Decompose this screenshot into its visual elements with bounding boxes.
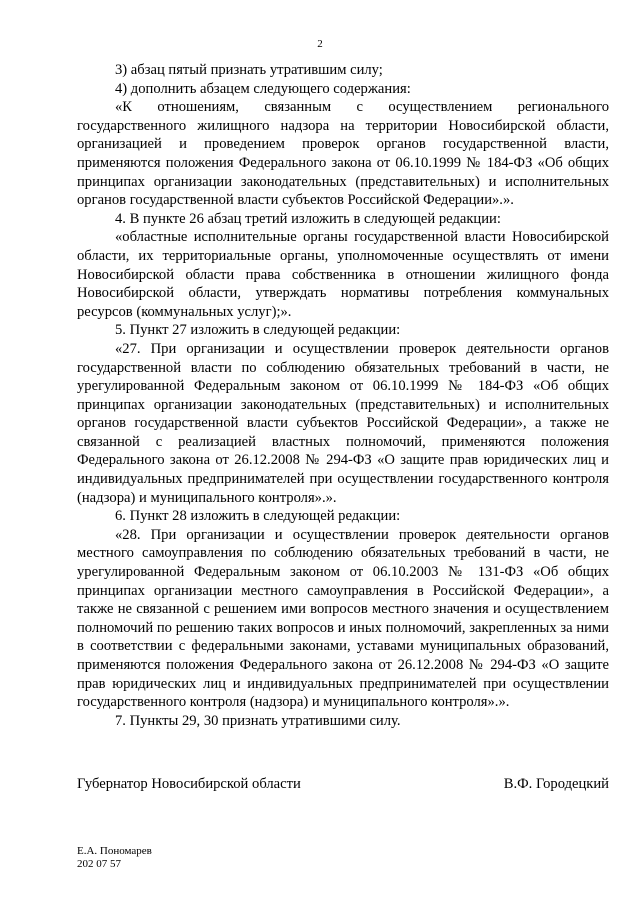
- paragraph-5: «областные исполнительные органы государственной власти Новосибирской области, их территориальные органы, уполномоченные осуществлять от имени Новосибирской области права собственника в отношении жилищного фонда Новосибирской области, утверждать нормативы потребления коммунальных ресурсов (коммунальных услуг);».: [77, 229, 609, 320]
- signatory-name: В.Ф. Городецкий: [503, 776, 609, 792]
- paragraph-1: 3) абзац пятый признать утратившим силу;: [115, 62, 383, 78]
- executor-phone: 202 07 57: [77, 858, 121, 870]
- paragraph-9: «28. При организации и осуществлении проверок деятельности органов местного самоуправления по соблюдению обязательных требований в части, не урегулированной Федеральным законом от 06.10.2003 № 131-ФЗ «Об общих принципах организации местного самоуправления в Российской Федерации», а также не связанной с решением ими вопросов местного значения и осуществлением полномочий по решению таких вопросов и иных полномочий, закрепленных за ними в соответствии с федеральными законами, уставами муниципальных образований, применяются положения Федерального закона от 26.12.2008 № 294-ФЗ «О защите прав юридических лиц и индивидуальных предпринимателей при осуществлении государственного контроля (надзора) и муниципального контроля».».: [77, 526, 609, 711]
- paragraph-6: 5. Пункт 27 изложить в следующей редакции:: [115, 322, 401, 339]
- signatory-position: Губернатор Новосибирской области: [77, 776, 301, 792]
- paragraph-8: 6. Пункт 28 изложить в следующей редакции:: [115, 508, 401, 525]
- page-number: 2: [317, 38, 323, 50]
- paragraph-2: 4) дополнить абзацем следующего содержания:: [115, 80, 411, 97]
- document-body: [77, 61, 609, 730]
- paragraph-4: 4. В пункте 26 абзац третий изложить в следующей редакции:: [115, 210, 501, 227]
- executor-footer: [77, 845, 152, 871]
- paragraph-7: «27. При организации и осуществлении проверок деятельности органов государственной власти по соблюдению обязательных требований в части, не урегулированной Федеральным законом от 06.10.1999 № 184-ФЗ «Об общих принципах организации законодательных (представительных) и исполнительных органов государственной власти субъектов Российской Федерации», а также не связанной с реализацией властных полномочий, применяются положения Федерального закона от 26.12.2008 № 294-ФЗ «О защите прав юридических лиц и индивидуальных предпринимателей при осуществлении государственного контроля (надзора) и муниципального контроля».».: [77, 340, 609, 506]
- paragraph-10: 7. Пункты 29, 30 признать утратившими силу.: [115, 712, 401, 729]
- executor-name: Е.А. Пономарев: [77, 845, 152, 857]
- paragraph-3: «К отношениям, связанным с осуществлением регионального государственного жилищного надзора на территории Новосибирской области, организацией и проведением проверок органов государственной власти, применяются положения Федерального закона от 06.10.1999 № 184-ФЗ «Об общих принципах организации законодательных (представительных) и исполнительных органов государственной власти субъектов Российской Федерации».».: [77, 99, 609, 209]
- signature-block: [77, 776, 609, 796]
